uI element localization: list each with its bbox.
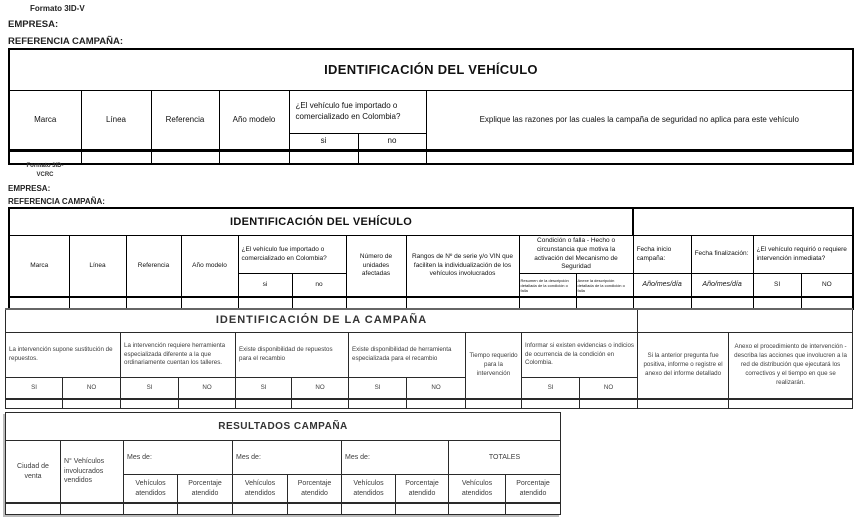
input-porc-tot[interactable] <box>506 503 561 515</box>
input-q6-si[interactable] <box>522 399 580 409</box>
table2-title: IDENTIFICACIÓN DEL VEHÍCULO <box>9 208 633 236</box>
input-q2-no[interactable] <box>179 399 236 409</box>
input-no[interactable] <box>358 151 426 165</box>
table1-title: IDENTIFICACIÓN DEL VEHÍCULO <box>9 49 853 91</box>
th-mes-2: Mes de: <box>233 441 342 475</box>
input-involucrados[interactable] <box>61 503 124 515</box>
input-anio-modelo[interactable] <box>219 151 289 165</box>
table2-title-spacer <box>633 208 853 236</box>
th-no-2: NO <box>179 378 236 400</box>
th-unidades-afectadas: Número de unidades afectadas <box>346 236 406 298</box>
empresa-label-1: EMPRESA: <box>8 19 59 30</box>
th-resumen-descripcion: Resumen de la descripción detallada de la condición o falla <box>519 274 576 298</box>
format-code-1: Formato 3ID-V <box>30 4 85 13</box>
table3-title: IDENTIFICACIÓN DE LA CAMPAÑA <box>6 309 638 333</box>
input-q3-no[interactable] <box>292 399 349 409</box>
th-vehiculos-atendidos-2: Vehículos atendidos <box>233 475 288 504</box>
th-marca: Marca <box>9 236 69 298</box>
th-referencia: Referencia <box>151 91 219 151</box>
th-condicion-falla: Condición o falla - Hecho o circunstancia que motiva la activación del Mecanismo de Seguridad <box>519 236 633 274</box>
th-anexe-descripcion: Anexe la descripción detallada de la condición o falla <box>576 274 633 298</box>
th-fecha-formato-inicio: Año/mes/día <box>633 274 691 298</box>
input-porc-1[interactable] <box>178 503 233 515</box>
th-vehiculos-involucrados: N° Vehículos involucrados vendidos <box>61 441 124 504</box>
th-si-2: SI <box>121 378 179 400</box>
vehicle-identification-table-1 <box>8 48 854 165</box>
input-linea[interactable] <box>81 151 151 165</box>
th-totales: TOTALES <box>449 441 561 475</box>
th-sustitucion-repuestos: La intervención supone sustitución de repuestos. <box>6 333 121 378</box>
input-tiempo[interactable] <box>466 399 522 409</box>
input-q2-si[interactable] <box>121 399 179 409</box>
input-veh-3[interactable] <box>342 503 396 515</box>
th-porcentaje-atendido-1: Porcentaje atendido <box>178 475 233 504</box>
th-disponibilidad-herramienta: Existe disponibilidad de herramienta especializada para el recambio <box>349 333 466 378</box>
th-porcentaje-atendido-2: Porcentaje atendido <box>288 475 342 504</box>
th-mes-1: Mes de: <box>124 441 233 475</box>
input-veh-1[interactable] <box>124 503 178 515</box>
th-si-caps: SI <box>753 274 801 298</box>
table3-title-spacer <box>638 309 853 333</box>
input-porc-2[interactable] <box>288 503 342 515</box>
th-vehiculos-atendidos-tot: Vehículos atendidos <box>449 475 506 504</box>
th-anio-modelo: Año modelo <box>181 236 238 298</box>
th-tiempo-intervencion: Tiempo requerido para la intervención <box>466 333 522 400</box>
referencia-campana-label-1: REFERENCIA CAMPAÑA: <box>8 36 124 47</box>
input-veh-tot[interactable] <box>449 503 506 515</box>
th-no: no <box>292 274 346 298</box>
th-herramienta-especializada: La intervención requiere herramienta especializada diferente a la que ordinariamente cuentan los talleres. <box>121 333 236 378</box>
th-ciudad-venta: Ciudad de venta <box>6 441 61 504</box>
th-anio-modelo: Año modelo <box>219 91 289 151</box>
empresa-label-2: EMPRESA: <box>8 184 51 193</box>
th-porcentaje-atendido-tot: Porcentaje atendido <box>506 475 561 504</box>
vehicle-identification-table-2 <box>8 207 854 310</box>
th-mes-3: Mes de: <box>342 441 449 475</box>
input-referencia[interactable] <box>151 151 219 165</box>
th-fecha-finalizacion: Fecha finalización: <box>691 236 753 274</box>
th-marca: Marca <box>9 91 81 151</box>
input-informe[interactable] <box>638 399 729 409</box>
th-linea: Línea <box>69 236 126 298</box>
input-veh-2[interactable] <box>233 503 288 515</box>
input-procedimiento[interactable] <box>729 399 853 409</box>
th-fecha-formato-fin: Año/mes/día <box>691 274 753 298</box>
th-si-1: SI <box>6 378 63 400</box>
referencia-campana-label-2: REFERENCIA CAMPAÑA: <box>8 197 105 206</box>
th-fecha-inicio: Fecha inicio campaña: <box>633 236 691 274</box>
input-q1-no[interactable] <box>63 399 121 409</box>
th-disponibilidad-repuestos: Existe disponibilidad de repuestos para el recambio <box>236 333 349 378</box>
format-code-2 <box>14 162 76 180</box>
th-si-3: SI <box>236 378 292 400</box>
input-ciudad[interactable] <box>6 503 61 515</box>
format-code-2-line2: VCRC <box>36 172 54 178</box>
th-referencia: Referencia <box>126 236 181 298</box>
th-no-4: NO <box>407 378 466 400</box>
th-no: no <box>358 134 426 151</box>
th-si-6: SI <box>522 378 580 400</box>
th-evidencias-colombia: Informar si existen evidencias o indicios de ocurrencia de la condición en Colombia. <box>522 333 638 378</box>
input-q4-si[interactable] <box>349 399 407 409</box>
th-porcentaje-atendido-3: Porcentaje atendido <box>396 475 449 504</box>
th-procedimiento-intervencion: Anexo el procedimiento de intervención - describa las acciones que involucren a la red de distribución que ejecutará los correctivos y el tiempo en que se realizarán. <box>729 333 853 400</box>
input-q4-no[interactable] <box>407 399 466 409</box>
campaign-identification-table <box>5 308 853 409</box>
th-si: si <box>238 274 292 298</box>
format-code-2-line1: Formato 3ID- <box>26 163 64 169</box>
input-q3-si[interactable] <box>236 399 292 409</box>
input-q6-no[interactable] <box>580 399 638 409</box>
th-no-6: NO <box>580 378 638 400</box>
th-si-4: SI <box>349 378 407 400</box>
th-rangos-vin: Rangos de Nº de serie y/o VIN que faciliten la individualización de los vehículos involucrados <box>406 236 519 298</box>
th-vehiculos-atendidos-1: Vehículos atendidos <box>124 475 178 504</box>
input-explique[interactable] <box>426 151 853 165</box>
th-no-1: NO <box>63 378 121 400</box>
th-explique-razones: Explique las razones por las cuales la campaña de seguridad no aplica para este vehículo <box>426 91 853 151</box>
input-porc-3[interactable] <box>396 503 449 515</box>
th-no-caps: NO <box>801 274 853 298</box>
th-informe-detallado: Si la anterior pregunta fue positiva, informe o registre el anexo del informe detallado <box>638 333 729 400</box>
th-si: si <box>289 134 358 151</box>
th-vehiculos-atendidos-3: Vehículos atendidos <box>342 475 396 504</box>
th-importado-colombia: ¿El vehículo fue importado o comercializado en Colombia? <box>289 91 426 134</box>
th-intervencion-inmediata: ¿El vehículo requirió o requiere intervención inmediata? <box>753 236 853 274</box>
input-q1-si[interactable] <box>6 399 63 409</box>
th-linea: Línea <box>81 91 151 151</box>
th-importado-colombia: ¿El vehículo fue importado o comercializado en Colombia? <box>238 236 346 274</box>
table4-title: RESULTADOS CAMPAÑA <box>6 413 561 441</box>
input-si[interactable] <box>289 151 358 165</box>
campaign-results-table <box>5 412 561 515</box>
th-no-3: NO <box>292 378 349 400</box>
